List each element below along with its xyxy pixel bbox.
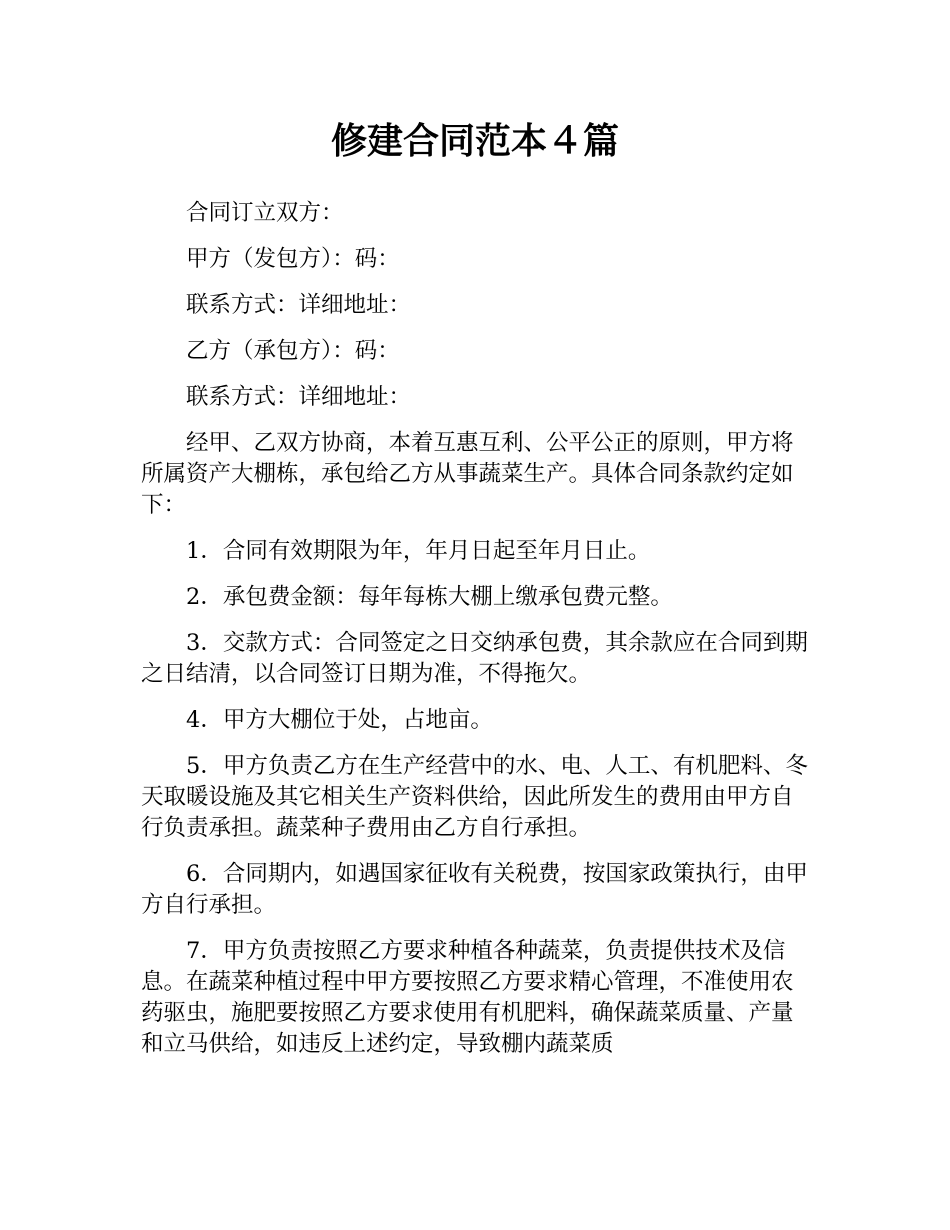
paragraph-party-a: 甲方（发包方）：码： (186, 246, 400, 272)
paragraph-party-b: 乙方（承包方）：码： (186, 338, 400, 364)
paragraph-preamble: 经甲、乙双方协商，本着互惠互利、公平公正的原则，甲方将所属资产大棚栋，承包给乙方从事蔬菜生产。具体合同条款约定如下： (141, 430, 794, 518)
document-title: 修建合同范本４篇 (330, 121, 619, 162)
paragraph-clause-1: 1．合同有效期限为年，年月日起至年月日止。 (186, 538, 651, 564)
paragraph-party-b-contact: 联系方式：详细地址： (186, 384, 412, 410)
paragraph-clause-6: 6．合同期内，如遇国家征收有关税费，按国家政策执行，由甲方自行承担。 (141, 861, 808, 918)
paragraph-parties-heading: 合同订立双方： (186, 200, 344, 226)
paragraph-party-a-contact: 联系方式：详细地址： (186, 292, 412, 318)
paragraph-clause-4: 4．甲方大棚位于处，占地亩。 (186, 707, 493, 733)
document-body (141, 198, 813, 1075)
paragraph-clause-7: 7．甲方负责按照乙方要求种植各种蔬菜，负责提供技术及信息。在蔬菜种植过程中甲方要按照乙方要求精心管理，不准使用农药驱虫，施肥要按照乙方要求使用有机肥料，确保蔬菜质量、产量和立马供给，如违反上述约定，导致棚内蔬菜质 (141, 938, 794, 1057)
paragraph-clause-5: 5．甲方负责乙方在生产经营中的水、电、人工、有机肥料、冬天取暖设施及其它相关生产资料供给，因此所发生的费用由甲方自行负责承担。蔬菜种子费用由乙方自行承担。 (141, 753, 808, 841)
paragraph-clause-2: 2．承包费金额：每年每栋大棚上缴承包费元整。 (186, 584, 673, 610)
paragraph-clause-3: 3．交款方式：合同签定之日交纳承包费，其余款应在合同到期之日结清，以合同签订日期为准，不得拖欠。 (141, 630, 808, 687)
